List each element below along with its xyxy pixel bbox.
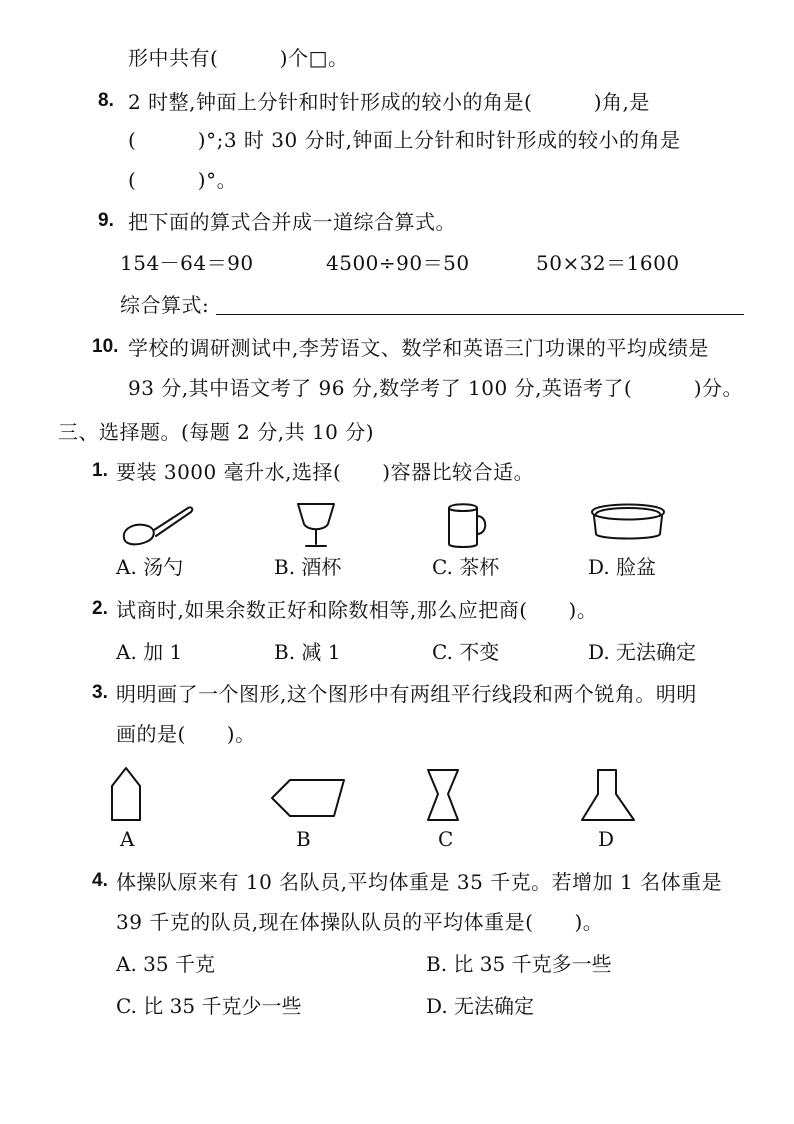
shape-a-pentagon-icon <box>108 764 148 824</box>
c4-option-d[interactable]: D. 无法确定 <box>426 994 535 1018</box>
c4-line1: 体操队原来有 10 名队员,平均体重是 35 千克。若增加 1 名体重是 <box>116 870 723 894</box>
spoon-icon <box>118 500 198 550</box>
c2-option-c[interactable]: C. 不变 <box>432 640 500 664</box>
c2-option-a[interactable]: A. 加 1 <box>116 640 183 664</box>
q9-prompt: 把下面的算式合并成一道综合算式。 <box>128 210 456 234</box>
q9-equation-1: 154－64＝90 <box>120 251 254 275</box>
c4-line2: 39 千克的队员,现在体操队队员的平均体重是( )。 <box>116 910 604 934</box>
c4-option-a[interactable]: A. 35 千克 <box>116 952 215 976</box>
c2-number: 2. <box>92 598 108 619</box>
c3-label-b[interactable]: B <box>296 827 311 851</box>
q9-number: 9. <box>98 210 114 231</box>
c3-label-d[interactable]: D <box>598 827 615 851</box>
c1-option-d[interactable]: D. 脸盆 <box>588 555 657 579</box>
c2-question: 试商时,如果余数正好和除数相等,那么应把商( )。 <box>116 598 598 622</box>
shape-c-bowtie-icon <box>424 766 464 824</box>
q10-line1: 学校的调研测试中,李芳语文、数学和英语三门功课的平均成绩是 <box>128 336 709 360</box>
c2-option-d[interactable]: D. 无法确定 <box>588 640 697 664</box>
q7-tail-text: 形中共有( )个□。 <box>128 46 349 70</box>
q8-number: 8. <box>98 90 114 111</box>
tea-cup-icon <box>444 500 494 552</box>
q10-line2: 93 分,其中语文考了 96 分,数学考了 100 分,英语考了( )分。 <box>128 376 744 400</box>
q8-line3: ( )°。 <box>128 168 238 192</box>
c2-option-b[interactable]: B. 减 1 <box>274 640 341 664</box>
q9-answer-label: 综合算式: <box>120 293 210 317</box>
q8-line2: ( )°;3 时 30 分时,钟面上分针和时针形成的较小的角是 <box>128 128 681 152</box>
q9-answer-line[interactable] <box>216 314 744 315</box>
basin-icon <box>588 500 670 546</box>
wine-glass-icon <box>292 498 342 554</box>
c3-label-a[interactable]: A <box>120 827 135 851</box>
shape-d-flask-icon <box>578 766 638 824</box>
c1-option-c[interactable]: C. 茶杯 <box>432 555 500 579</box>
section-3-title: 三、选择题。(每题 2 分,共 10 分) <box>58 420 375 444</box>
q9-equation-2: 4500÷90＝50 <box>326 251 470 275</box>
c1-option-b[interactable]: B. 酒杯 <box>274 555 342 579</box>
q10-number: 10. <box>92 336 119 357</box>
c4-number: 4. <box>92 870 108 891</box>
c3-line1: 明明画了一个图形,这个图形中有两组平行线段和两个锐角。明明 <box>116 682 697 706</box>
shape-b-irregular-icon <box>268 776 348 820</box>
c1-question: 要装 3000 毫升水,选择( )容器比较合适。 <box>116 460 535 484</box>
c4-option-b[interactable]: B. 比 35 千克多一些 <box>426 952 612 976</box>
c1-number: 1. <box>92 460 108 481</box>
c4-option-c[interactable]: C. 比 35 千克少一些 <box>116 994 302 1018</box>
c1-option-a[interactable]: A. 汤勺 <box>116 555 184 579</box>
c3-number: 3. <box>92 682 108 703</box>
c3-line2: 画的是( )。 <box>116 722 256 746</box>
q9-equation-3: 50×32＝1600 <box>536 251 680 275</box>
c3-label-c[interactable]: C <box>438 827 454 851</box>
q8-line1: 2 时整,钟面上分针和时针形成的较小的角是( )角,是 <box>128 90 650 114</box>
